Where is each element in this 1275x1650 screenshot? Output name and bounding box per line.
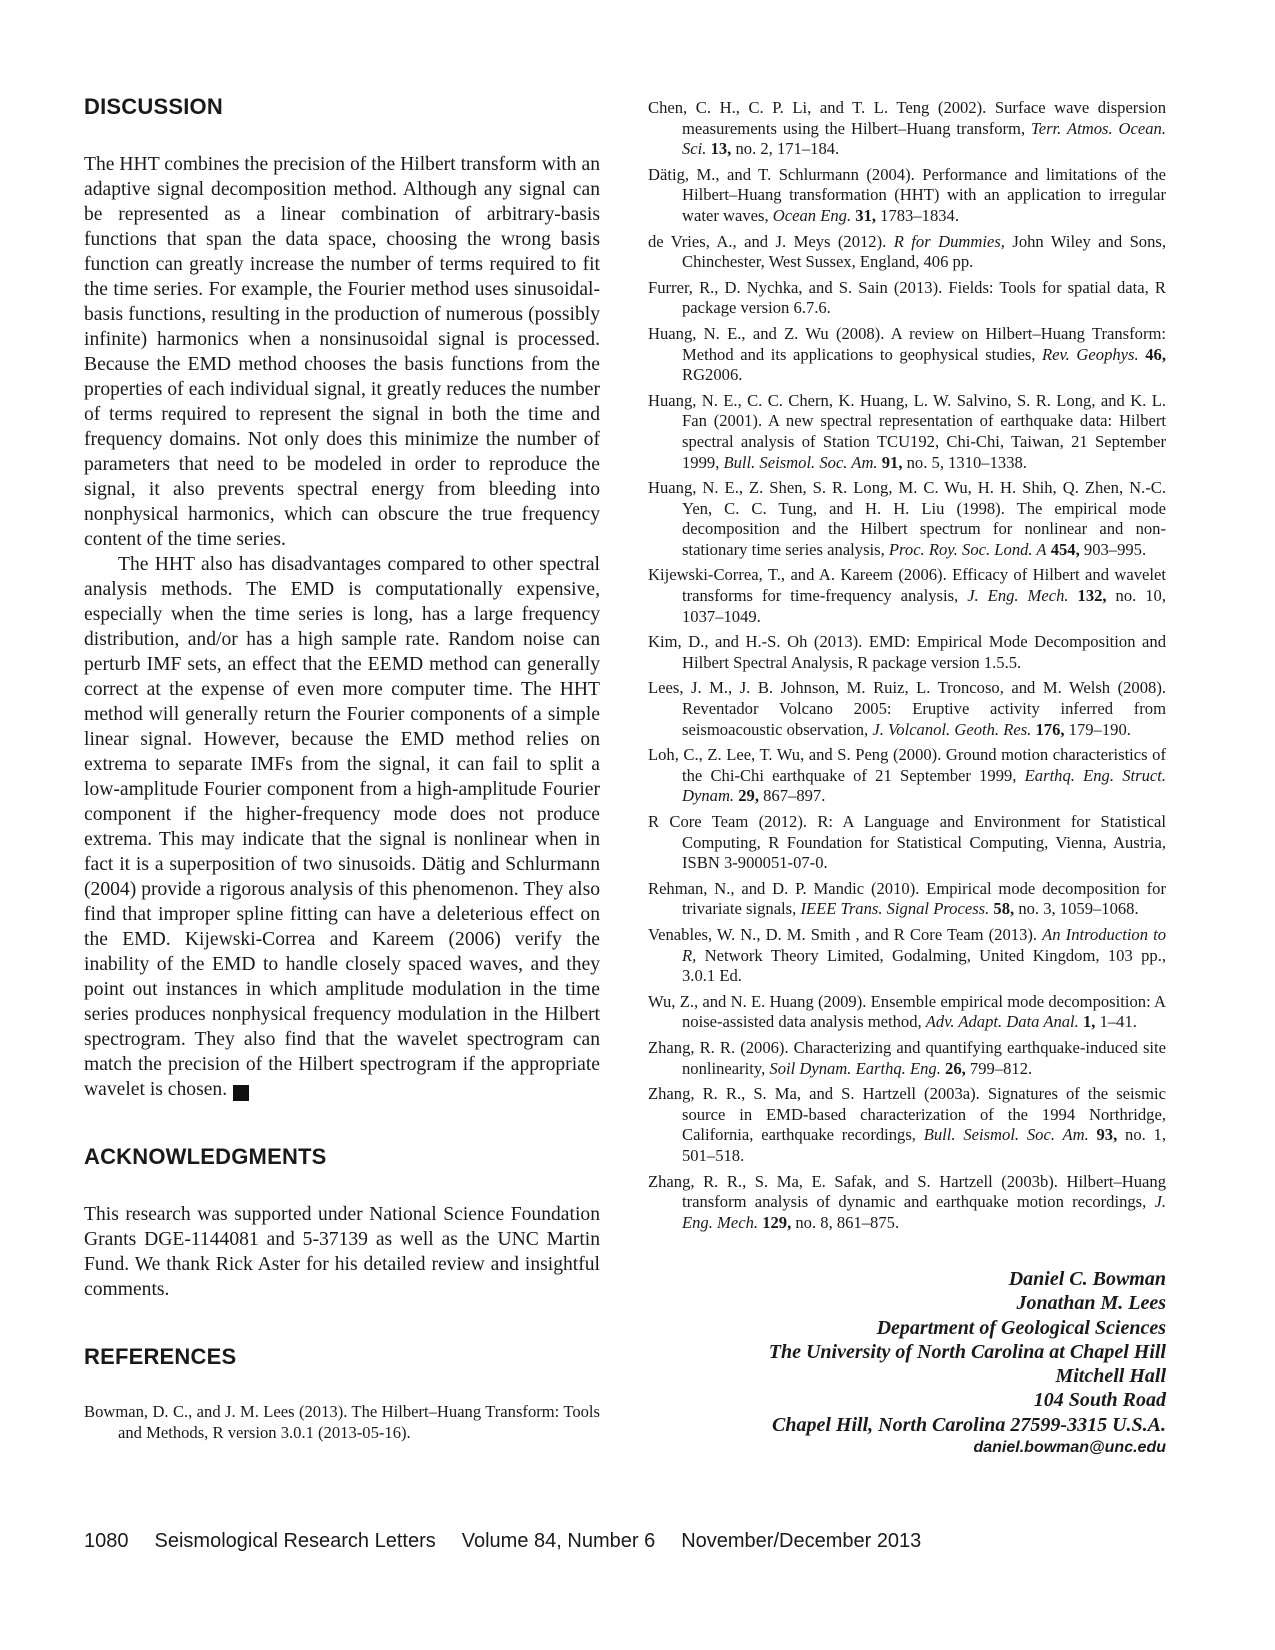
reference-volume: 132, — [1077, 586, 1107, 606]
reference-journal: J. Eng. Mech. — [682, 1192, 1166, 1232]
reference-entry — [648, 391, 1166, 473]
acknowledgments-heading: ACKNOWLEDGMENTS — [84, 1144, 327, 1169]
page-number: 1080 — [84, 1530, 129, 1552]
reference-text: Wu, Z., and N. E. Huang (2009). Ensemble empirical mode decomposition: A noise-assisted data analysis method, — [648, 991, 1166, 1032]
reference-entry — [648, 478, 1166, 560]
issue-date: November/December 2013 — [681, 1530, 922, 1552]
author-line: The University of North Carolina at Chapel Hill — [768, 1340, 1166, 1363]
reference-text: Zhang, R. R. (2006). Characterizing and quantifying earthquake-induced site nonlinearity, — [648, 1037, 1166, 1078]
author-line: Department of Geological Sciences — [876, 1316, 1166, 1339]
reference-volume: 31, — [855, 205, 877, 225]
reference-volume: 29, — [738, 786, 759, 806]
reference-pages: no. 10, 1037–1049. — [682, 586, 1166, 626]
reference-pages: 867–897. — [758, 786, 826, 806]
journal-name: Seismological Research Letters — [154, 1530, 436, 1552]
reference-pages: no. 3, 1059–1068. — [1014, 899, 1139, 919]
reference-text: Dätig, M., and T. Schlurmann (2004). Performance and limitations of the Hilbert–Huang transformation (HHT) with an application to irregular water waves, — [648, 164, 1166, 225]
reference-journal: Earthq. Eng. Struct. Dynam. — [682, 765, 1166, 806]
reference-journal: J. Volcanol. Geoth. Res. — [872, 719, 1032, 739]
reference-journal: Proc. Roy. Soc. Lond. A — [888, 539, 1047, 559]
end-of-article-icon: ◀ — [233, 1085, 249, 1101]
reference-pages: 799–812. — [965, 1058, 1033, 1078]
reference-volume: 46, — [1145, 344, 1166, 364]
author-line: 104 South Road — [1033, 1389, 1166, 1412]
reference-pages: no. 2, 171–184. — [731, 139, 840, 159]
reference-entry — [648, 1038, 1166, 1079]
reference-text: Huang, N. E., and Z. Wu (2008). A review on Hilbert–Huang Transform: Method and its applications to geophysical studies, — [648, 323, 1166, 364]
reference-journal: Ocean Eng. — [772, 205, 852, 225]
reference-journal: R for Dummies, — [893, 231, 1005, 251]
reference-pages: Network Theory Limited, Godalming, United Kingdom, 103 pp., 3.0.1 Ed. — [682, 945, 1166, 986]
reference-pages: no. 8, 861–875. — [791, 1212, 900, 1232]
reference-entry — [648, 925, 1166, 987]
reference-text: Venables, W. N., D. M. Smith , and R Core Team (2013). — [648, 924, 1043, 944]
discussion-heading: DISCUSSION — [84, 94, 223, 119]
reference-journal: Adv. Adapt. Data Anal. — [925, 1012, 1079, 1032]
reference-pages: 179–190. — [1064, 719, 1131, 739]
reference-entry — [648, 745, 1166, 807]
discussion-paragraph-1: The HHT combines the precision of the Hilbert transform with an adaptive signal decomposition method. Although any signal can be represented as a linear combination of arbitrary-basis functions that span the data space, choosing the wrong basis function can greatly increase the number of terms required to fit the time series. For example, the Fourier method uses sinusoidal-basis functions, resulting in the production of numerous (possibly infinite) harmonics when a nonsinusoidal signal is processed. Because the EMD method chooses the basis functions from the properties of each individual signal, it greatly reduces the number of terms required to represent the signal in both the time and frequency domains. Not only does this minimize the number of parameters that need to be modeled in order to reproduce the signal, it also prevents spectral energy from bleeding into nonphysical harmonics, which can obscure the true frequency content of the time series. — [84, 154, 600, 550]
reference-volume: 176, — [1035, 719, 1065, 739]
reference-entry — [648, 278, 1166, 319]
reference-text: Loh, C., Z. Lee, T. Wu, and S. Peng (2000). Ground motion characteristics of the Chi-Chi earthquake of 21 September 1999, — [648, 745, 1166, 785]
discussion-paragraph-2-text: The HHT also has disadvantages compared to other spectral analysis methods. The EMD is computationally expensive, especially when the time series is long, has a large frequency distribution, and/or has a high sample rate. Random noise can perturb IMF sets, an effect that the EEMD method can generally correct at the expense of even more computer time. The HHT method will generally return the Fourier components of a simple linear signal. However, because the EMD method relies on extrema to separate IMFs from the signal, it can fail to split a low-amplitude Fourier component from a high-amplitude Fourier component if the higher-frequency mode does not produce extrema. This may indicate that the signal is nonlinear when in fact it is a superposition of two sinusoids. Dätig and Schlurmann (2004) provide a rigorous analysis of this phenomenon. They also find that improper spline fitting can have a deleterious effect on the EMD. Kijewski-Correa and Kareem (2006) verify the inability of the EMD to handle closely spaced waves, and they point out instances in which amplitude modulation in the time series produces nonphysical frequency modulation in the Hilbert spectrogram. They also find that the wavelet spectrogram can match the precision of the Hilbert spectrogram if the appropriate wavelet is chosen. — [84, 554, 600, 1100]
reference-entry — [648, 632, 1166, 673]
author-line: Chapel Hill, North Carolina 27599-3315 U.S.A. — [772, 1413, 1166, 1436]
reference-entry — [648, 565, 1166, 627]
reference-journal: Bull. Seismol. Soc. Am. — [923, 1125, 1089, 1145]
reference-volume: 454, — [1050, 539, 1080, 559]
reference-journal: IEEE Trans. Signal Process. — [800, 899, 990, 919]
reference-volume: 1, — [1082, 1012, 1096, 1032]
reference-text: Kijewski-Correa, T., and A. Kareem (2006). Efficacy of Hilbert and wavelet transforms for time-frequency analysis, — [648, 565, 1166, 606]
reference-text: Furrer, R., D. Nychka, and S. Sain (2013). Fields: Tools for spatial data, R package version 6.7.6. — [648, 277, 1166, 318]
reference-volume: 58, — [993, 899, 1015, 919]
reference-entry — [648, 812, 1166, 874]
reference-pages: RG2006. — [682, 365, 743, 385]
reference-entry — [648, 232, 1166, 273]
author-line: Jonathan M. Lees — [1016, 1292, 1166, 1315]
reference-text: Rehman, N., and D. P. Mandic (2010). Empirical mode decomposition for trivariate signals, — [648, 878, 1166, 919]
reference-entry — [648, 165, 1166, 227]
reference-text: Huang, N. E., Z. Shen, S. R. Long, M. C. Wu, H. H. Shih, Q. Zhen, N.-C. Yen, C. C. Tung, and H. H. Liu (1998). The empirical mode decomposition and the Hilbert spectrum for nonlinear and non-stationary time series analysis, — [648, 478, 1166, 559]
reference-pages: 1–41. — [1095, 1012, 1137, 1032]
reference-text: R Core Team (2012). R: A Language and Environment for Statistical Computing, R Foundation for Statistical Computing, Vienna, Austria, ISBN 3-900051-07-0. — [648, 812, 1166, 873]
reference-volume: 129, — [762, 1212, 792, 1232]
author-line: Daniel C. Bowman — [1008, 1268, 1166, 1291]
reference-volume: 91, — [881, 452, 903, 472]
reference-text: Zhang, R. R., S. Ma, and S. Hartzell (2003a). Signatures of the seismic source in EMD-based characterization of the 1994 Northridge, California, earthquake recordings, — [648, 1084, 1166, 1145]
reference-journal: Rev. Geophys. — [1042, 344, 1139, 364]
reference-volume: 26, — [945, 1058, 966, 1078]
reference-journal: Terr. Atmos. Ocean. Sci. — [682, 118, 1166, 159]
right-column — [648, 98, 1166, 1459]
references-heading: REFERENCES — [84, 1344, 237, 1369]
reference-text: de Vries, A., and J. Meys (2012). — [648, 231, 894, 251]
reference-text: Bowman, D. C., and J. M. Lees (2013). The Hilbert–Huang Transform: Tools and Methods, R version 3.0.1 (2013-05-16). — [84, 1402, 600, 1442]
reference-pages: no. 1, 501–518. — [682, 1125, 1166, 1165]
reference-entry — [648, 678, 1166, 740]
left-column — [84, 94, 600, 1448]
reference-entry — [648, 98, 1166, 160]
reference-pages: John Wiley and Sons, Chinchester, West Sussex, England, 406 pp. — [682, 231, 1167, 272]
reference-text: Zhang, R. R., S. Ma, E. Safak, and S. Hartzell (2003b). Hilbert–Huang transform analysis of dynamic and earthquake motion recordings, — [648, 1171, 1166, 1212]
reference-entry — [648, 1172, 1166, 1234]
author-line: Mitchell Hall — [1055, 1365, 1166, 1388]
reference-entry — [648, 992, 1166, 1033]
volume-info: Volume 84, Number 6 — [461, 1530, 656, 1552]
page-footer — [84, 1530, 947, 1553]
reference-text: Huang, N. E., C. C. Chern, K. Huang, L. W. Salvino, S. R. Long, and K. L. Fan (2001). A new spectral representation of earthquake data: Hilbert spectral analysis of Station TCU192, Chi-Chi, Taiwan, 21 September 1999, — [648, 390, 1166, 472]
acknowledgments-text: This research was supported under National Science Foundation Grants DGE-1144081 and 5-37139 as well as the UNC Martin Fund. We thank Rick Aster for his detailed review and insightful comments. — [84, 1204, 600, 1300]
references-list-left — [84, 1402, 600, 1443]
reference-volume: 13, — [710, 139, 732, 159]
reference-entry — [648, 324, 1166, 386]
reference-entry — [648, 879, 1166, 920]
reference-journal: Soil Dynam. Earthq. Eng. — [769, 1058, 941, 1078]
discussion-paragraph-2 — [84, 552, 600, 1102]
reference-entry — [648, 1084, 1166, 1166]
reference-pages: no. 5, 1310–1338. — [902, 452, 1027, 472]
reference-pages: 903–995. — [1079, 539, 1147, 559]
author-affiliation — [648, 1267, 1166, 1458]
references-list-right — [648, 98, 1166, 1233]
reference-pages: 1783–1834. — [876, 205, 959, 225]
reference-text: Chen, C. H., C. P. Li, and T. L. Teng (2002). Surface wave dispersion measurements using the Hilbert–Huang transform, — [648, 98, 1166, 138]
reference-journal: An Introduction to R, — [682, 924, 1167, 965]
reference-volume: 93, — [1096, 1125, 1118, 1145]
reference-text: Lees, J. M., J. B. Johnson, M. Ruiz, L. Troncoso, and M. Welsh (2008). Reventador Volcano 2005: Eruptive activity inferred from seismoacoustic observation, — [648, 678, 1166, 739]
reference-journal: Bull. Seismol. Soc. Am. — [723, 452, 878, 472]
reference-journal: J. Eng. Mech. — [967, 586, 1069, 606]
author-email[interactable]: daniel.bowman@unc.edu — [973, 1438, 1166, 1456]
reference-entry — [84, 1402, 600, 1443]
reference-text: Kim, D., and H.-S. Oh (2013). EMD: Empirical Mode Decomposition and Hilbert Spectral Analysis, R package version 1.5.5. — [648, 632, 1166, 672]
